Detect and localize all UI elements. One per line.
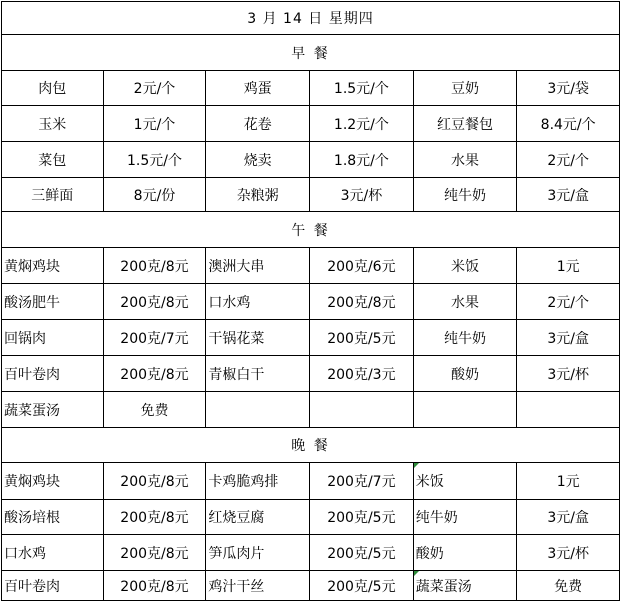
menu-item-price: 1元 [517, 463, 620, 500]
menu-item-name: 酸奶 [413, 356, 517, 392]
menu-item-price: 3元/杯 [517, 356, 620, 392]
menu-item-price: 3元/杯 [517, 535, 620, 571]
menu-item-name: 纯牛奶 [413, 500, 517, 535]
menu-item-name: 黄焖鸡块 [2, 248, 104, 284]
breakfast-section-title: 早 餐 [2, 35, 620, 71]
menu-item-name: 玉米 [2, 106, 104, 142]
lunch-menu-row [2, 320, 620, 356]
menu-item-price: 200克/8元 [103, 535, 206, 571]
menu-item-price: 200克/8元 [103, 356, 206, 392]
menu-item-name: 杂粮粥 [206, 178, 310, 212]
menu-item-name: 澳洲大串 [206, 248, 310, 284]
menu-item-name: 米饭 [413, 248, 517, 284]
menu-item-name: 酸汤培根 [2, 500, 104, 535]
menu-item-name: 菜包 [2, 142, 104, 178]
lunch-menu-row [2, 392, 620, 428]
menu-item-price: 8.4元/个 [517, 106, 620, 142]
menu-item-price: 200克/8元 [103, 248, 206, 284]
menu-table [1, 1, 620, 601]
menu-item-name: 豆奶 [413, 71, 517, 106]
date-header: 3 月 14 日 星期四 [2, 2, 620, 35]
menu-item-price: 免费 [103, 392, 206, 428]
menu-item-name: 烧卖 [206, 142, 310, 178]
lunch-menu-row [2, 356, 620, 392]
breakfast-menu-row [2, 142, 620, 178]
lunch-menu-row [2, 248, 620, 284]
breakfast-menu-row [2, 106, 620, 142]
menu-item-name: 红烧豆腐 [206, 500, 310, 535]
menu-item-price: 2元/个 [517, 284, 620, 320]
menu-item-name: 百叶卷肉 [2, 356, 104, 392]
menu-item-name: 口水鸡 [2, 535, 104, 571]
menu-item-price: 1.5元/个 [310, 71, 414, 106]
menu-item-name: 蔬菜蛋汤 [413, 571, 517, 601]
menu-item-price [310, 392, 414, 428]
breakfast-menu-row [2, 71, 620, 106]
menu-item-price: 1.8元/个 [310, 142, 414, 178]
menu-item-price: 200克/8元 [310, 284, 414, 320]
menu-item-price: 3元/盒 [517, 500, 620, 535]
menu-item-price: 200克/5元 [310, 535, 414, 571]
menu-item-name: 黄焖鸡块 [2, 463, 104, 500]
lunch-section-title: 午 餐 [2, 212, 620, 248]
menu-item-price: 200克/5元 [310, 571, 414, 601]
menu-item-price: 2元/个 [517, 142, 620, 178]
menu-item-name: 鸡蛋 [206, 71, 310, 106]
dinner-menu-row [2, 535, 620, 571]
menu-item-price: 200克/8元 [103, 284, 206, 320]
menu-item-price: 200克/8元 [103, 463, 206, 500]
menu-item-name: 干锅花菜 [206, 320, 310, 356]
menu-item-name: 红豆餐包 [413, 106, 517, 142]
menu-item-price: 3元/盒 [517, 320, 620, 356]
menu-item-name: 百叶卷肉 [2, 571, 104, 601]
menu-item-name: 回锅肉 [2, 320, 104, 356]
menu-item-name: 卡鸡脆鸡排 [206, 463, 310, 500]
menu-item-name: 水果 [413, 142, 517, 178]
menu-item-price: 200克/3元 [310, 356, 414, 392]
menu-item-price: 200克/7元 [103, 320, 206, 356]
menu-item-price: 200克/8元 [103, 571, 206, 601]
menu-item-name: 蔬菜蛋汤 [2, 392, 104, 428]
menu-item-price: 3元/盒 [517, 178, 620, 212]
dinner-menu-row [2, 500, 620, 535]
menu-item-name [206, 392, 310, 428]
menu-item-price: 3元/袋 [517, 71, 620, 106]
menu-item-price: 200克/7元 [310, 463, 414, 500]
menu-item-name: 鸡汁干丝 [206, 571, 310, 601]
dinner-section-title: 晚 餐 [2, 428, 620, 463]
breakfast-menu-row [2, 178, 620, 212]
menu-item-price: 200克/5元 [310, 320, 414, 356]
menu-item-price: 200克/8元 [103, 500, 206, 535]
dinner-menu-row [2, 571, 620, 601]
menu-item-name: 青椒白干 [206, 356, 310, 392]
menu-item-name: 三鲜面 [2, 178, 104, 212]
dinner-menu-row [2, 463, 620, 500]
menu-table-body [2, 2, 620, 601]
menu-item-name [413, 392, 517, 428]
menu-item-price: 3元/杯 [310, 178, 414, 212]
menu-item-price: 1元/个 [103, 106, 206, 142]
menu-item-name: 笋瓜肉片 [206, 535, 310, 571]
menu-item-name: 米饭 [413, 463, 517, 500]
lunch-menu-row [2, 284, 620, 320]
menu-item-price: 200克/5元 [310, 500, 414, 535]
menu-item-name: 口水鸡 [206, 284, 310, 320]
menu-item-name: 水果 [413, 284, 517, 320]
menu-item-price: 200克/6元 [310, 248, 414, 284]
menu-item-price: 1.5元/个 [103, 142, 206, 178]
menu-item-name: 酸奶 [413, 535, 517, 571]
menu-item-price: 2元/个 [103, 71, 206, 106]
menu-item-name: 酸汤肥牛 [2, 284, 104, 320]
menu-item-price: 1.2元/个 [310, 106, 414, 142]
menu-item-price: 8元/份 [103, 178, 206, 212]
menu-item-name: 纯牛奶 [413, 320, 517, 356]
menu-item-name: 花卷 [206, 106, 310, 142]
menu-item-price [517, 392, 620, 428]
menu-item-name: 纯牛奶 [413, 178, 517, 212]
menu-item-price: 1元 [517, 248, 620, 284]
menu-item-name: 肉包 [2, 71, 104, 106]
menu-item-price: 免费 [517, 571, 620, 601]
